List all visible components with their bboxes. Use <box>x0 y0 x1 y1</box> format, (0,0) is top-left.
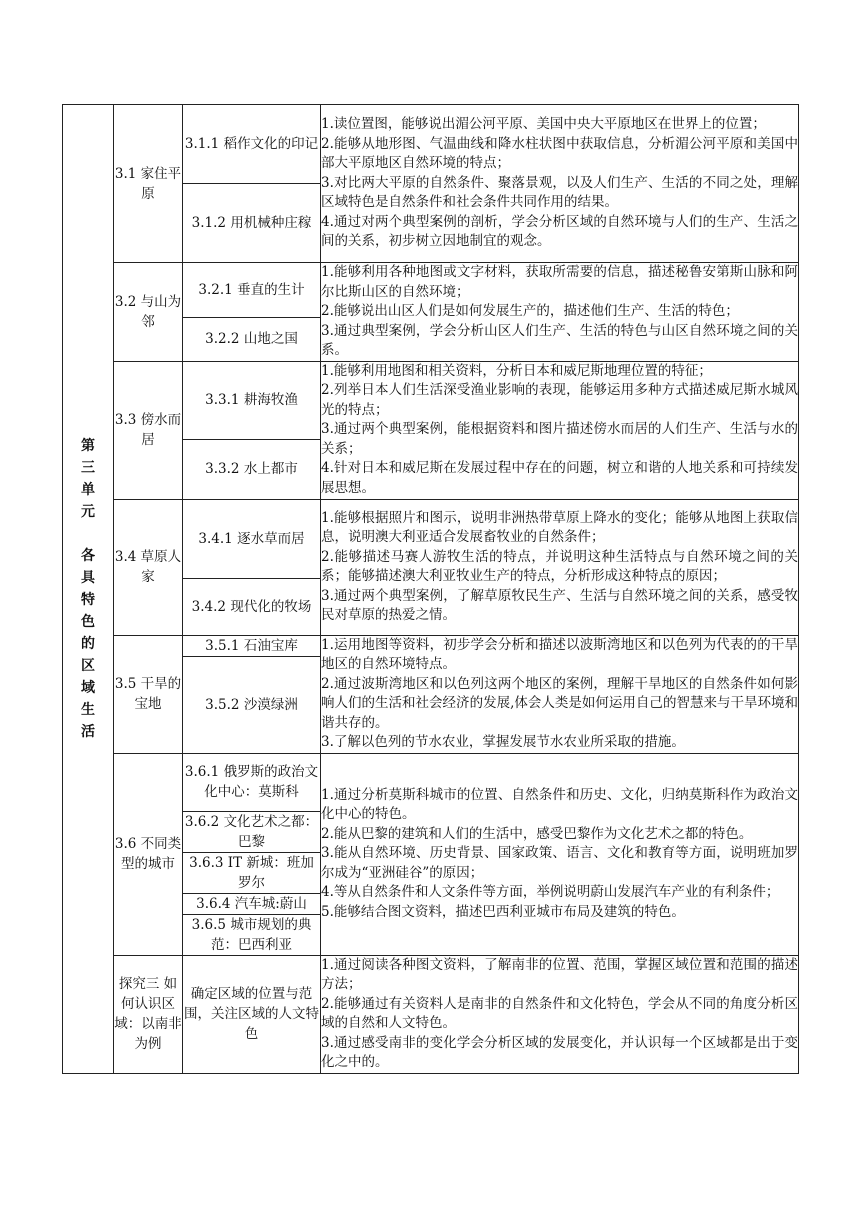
goal-item: 2.能够描述马赛人游牧生活的特点，并说明这种生活特点与自然环境之间的关系；能够描述澳大利亚牧业生产的特点，分析形成这种特点的原因； <box>321 548 798 584</box>
subsection-title: 3.3.2 水上都市 <box>183 439 321 499</box>
section-goals <box>321 105 799 263</box>
section-goals <box>321 955 799 1073</box>
subsection-title: 3.5.2 沙漠绿洲 <box>183 656 321 753</box>
section-title: 3.4 草原人家 <box>114 499 183 635</box>
goal-item: 3.通过两个典型案例，能根据资料和图片描述傍水而居的人们生产、生活与水的关系； <box>321 421 798 457</box>
unit-table <box>62 104 799 1074</box>
section-goals <box>321 753 799 955</box>
subsection-title: 3.5.1 石油宝库 <box>183 635 321 656</box>
subsection-title: 3.4.1 逐水草而居 <box>183 499 321 578</box>
section-title: 3.5 干旱的宝地 <box>114 635 183 753</box>
section-title: 探究三 如何认识区域：以南非为例 <box>114 955 183 1073</box>
goal-item: 1.能够根据照片和图示，说明非洲热带草原上降水的变化；能够从地图上获取信息，说明澳大利亚适合发展畜牧业的自然条件； <box>321 509 798 545</box>
subsection-title: 确定区域的位置与范围，关注区域的人文特色 <box>183 955 321 1073</box>
unit-subtitle: 各具特色的区域生活 <box>81 547 95 740</box>
goal-item: 2.通过波斯湾地区和以色列这两个地区的案例，理解干旱地区的自然条件如何影响人们的生活和社会经济的发展,体会人类是如何运用自己的智慧来与干旱环境和谐共存的。 <box>321 675 798 731</box>
unit-title: 第三单元 <box>81 437 95 520</box>
section-goals <box>321 635 799 753</box>
subsection-title: 3.3.1 耕海牧渔 <box>183 361 321 439</box>
goal-item: 1.通过阅读各种图文资料，了解南非的位置、范围，掌握区域位置和范围的描述方法； <box>321 956 798 992</box>
goal-item: 2.能从巴黎的建筑和人们的生活中，感受巴黎作为文化艺术之都的特色。 <box>321 825 753 842</box>
goal-item: 4.等从自然条件和人文条件等方面，举例说明蔚山发展汽车产业的有利条件； <box>321 884 780 901</box>
goal-item: 2.能够说出山区人们是如何发展生产的，描述他们生产、生活的特色； <box>321 303 739 319</box>
goal-item: 3.通过两个典型案例，了解草原牧民生产、生活与自然环境之间的关系，感受牧民对草原的热爱之情。 <box>321 587 798 623</box>
section-goals <box>321 263 799 362</box>
subsection-title: 3.6.2 文化艺术之都：巴黎 <box>183 811 321 852</box>
subsection-title: 3.6.1 俄罗斯的政治文化中心：莫斯科 <box>183 753 321 811</box>
subsection-title: 3.6.5 城市规划的典范：巴西利亚 <box>183 914 321 955</box>
subsection-title: 3.6.4 汽车城:蔚山 <box>183 893 321 914</box>
unit-cell <box>63 105 114 1074</box>
section-title: 3.3 傍水而居 <box>114 361 183 499</box>
goal-item: 1.通过分析莫斯科城市的位置、自然条件和历史、文化，归纳莫斯科作为政治文化中心的特色。 <box>321 786 798 823</box>
goal-item: 1.读位置图，能够说出湄公河平原、美国中央大平原地区在世界上的位置； <box>321 116 766 133</box>
goal-item: 3.通过感受南非的变化学会分析区域的发展变化，并认识每一个区域都是出于变化之中的。 <box>321 1034 798 1070</box>
goal-item: 3.对比两大平原的自然条件、聚落景观，以及人们生产、生活的不同之处，理解区域特色是自然条件和社会条件共同作用的结果。 <box>321 174 798 211</box>
subsection-title: 3.4.2 现代化的牧场 <box>183 578 321 635</box>
goal-item: 3.通过典型案例，学会分析山区人们生产、生活的特色与山区自然环境之间的关系。 <box>321 322 798 358</box>
goal-item: 2.列举日本人们生活深受渔业影响的表现，能够运用多种方式描述威尼斯水城风光的特点； <box>321 382 798 418</box>
section-title: 3.6 不同类型的城市 <box>114 753 183 955</box>
goal-item: 4.通过对两个典型案例的剖析，学会分析区域的自然环境与人们的生产、生活之间的关系，初步树立因地制宜的观念。 <box>321 213 798 250</box>
goal-item: 2.能够通过有关资料人是南非的自然条件和文化特色，学会从不同的角度分析区域的自然和人文特色。 <box>321 995 798 1031</box>
subsection-title: 3.6.3 IT 新城：班加罗尔 <box>183 852 321 893</box>
subsection-title: 3.2.1 垂直的生计 <box>183 263 321 318</box>
goal-item: 4.针对日本和威尼斯在发展过程中存在的问题，树立和谐的人地关系和可持续发展思想。 <box>321 460 798 496</box>
section-goals <box>321 361 799 499</box>
goal-item: 1.能够利用各种地图或文字材料，获取所需要的信息，描述秘鲁安第斯山脉和阿尔比斯山区的自然环境； <box>321 264 798 300</box>
section-title: 3.1 家住平原 <box>114 105 183 263</box>
section-goals <box>321 499 799 635</box>
subsection-title: 3.1.2 用机械种庄稼 <box>183 184 321 263</box>
goal-item: 3.能从自然环境、历史背景、国家政策、语言、文化和教育等方面，说明班加罗尔成为“亚洲硅谷”的原因； <box>321 845 798 881</box>
goal-item: 1.运用地图等资料，初步学会分析和描述以波斯湾地区和以色列为代表的的干旱地区的自然环境特点。 <box>321 636 798 672</box>
subsection-title: 3.1.1 稻作文化的印记 <box>183 105 321 184</box>
section-title: 3.2 与山为邻 <box>114 263 183 362</box>
goal-item: 5.能够结合图文资料，描述巴西利亚城市布局及建筑的特色。 <box>321 903 685 920</box>
subsection-title: 3.2.2 山地之国 <box>183 318 321 361</box>
goal-item: 2.能够从地形图、气温曲线和降水柱状图中获取信息，分析湄公河平原和美国中部大平原地区自然环境的特点； <box>321 135 798 172</box>
goal-item: 3.了解以色列的节水农业，掌握发展节水农业所采取的措施。 <box>321 734 685 750</box>
goal-item: 1.能够利用地图和相关资料，分析日本和威尼斯地理位置的特征； <box>321 362 712 379</box>
